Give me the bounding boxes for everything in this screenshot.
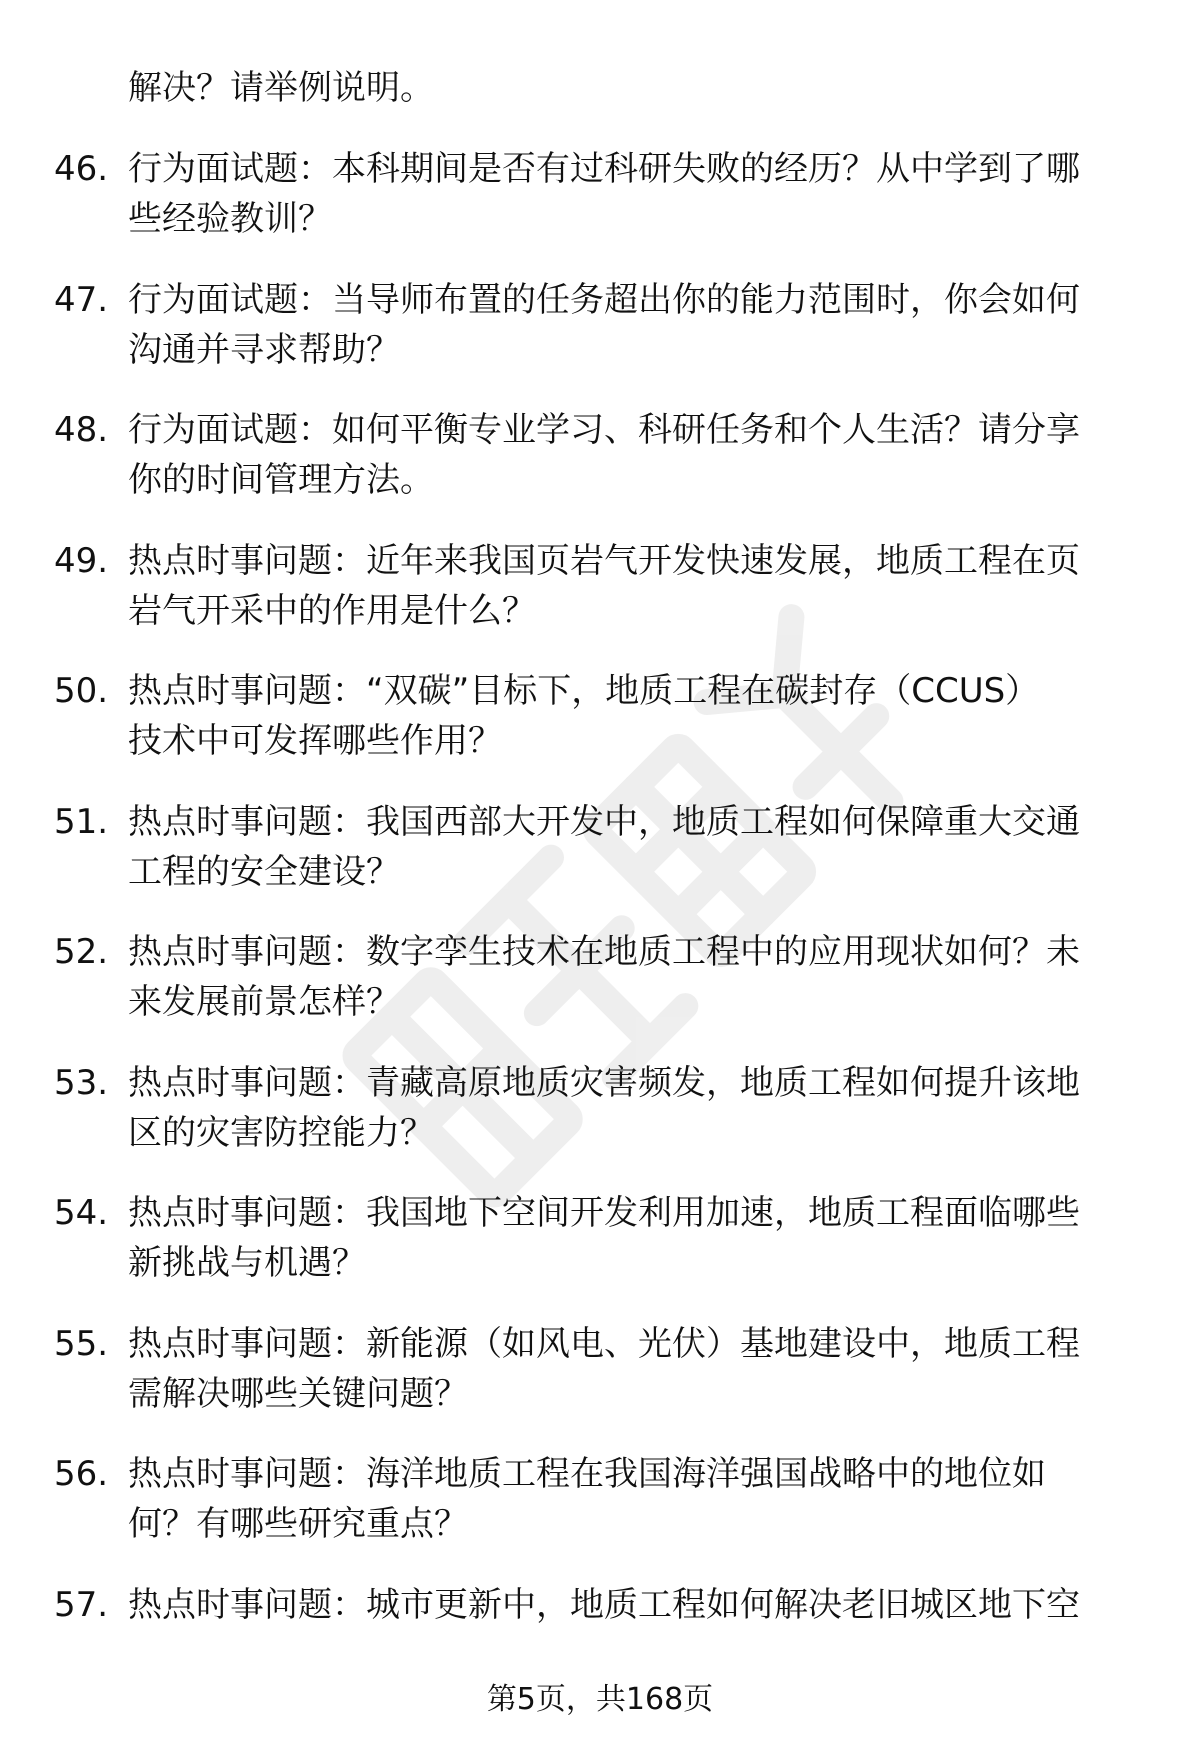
question-number: 54. xyxy=(54,1193,109,1233)
question-number: 57. xyxy=(54,1584,109,1625)
question-line: 何？有哪些研究重点？ xyxy=(128,1504,468,1544)
question-line: 热点时事问题：我国地下空间开发利用加速，地质工程面临哪些 xyxy=(128,1193,1080,1233)
question-text xyxy=(128,1319,1138,1419)
question-line: 区的灾害防控能力？ xyxy=(128,1112,434,1153)
question-text xyxy=(128,1188,1138,1288)
question-line: 岩气开采中的作用是什么？ xyxy=(128,590,536,631)
question-line: 热点时事问题：城市更新中，地质工程如何解决老旧城区地下空 xyxy=(128,1584,1080,1625)
question-line: 来发展前景怎样？ xyxy=(128,982,400,1022)
question-item xyxy=(0,405,1200,536)
question-number: 53. xyxy=(54,1062,109,1103)
question-number: 49. xyxy=(54,540,109,581)
question-text xyxy=(128,405,1138,505)
question-line: 工程的安全建设？ xyxy=(128,851,400,892)
question-line: 需解决哪些关键问题？ xyxy=(128,1373,468,1414)
question-number: 46. xyxy=(54,149,109,189)
question-number: 50. xyxy=(54,671,109,711)
question-line: 些经验教训？ xyxy=(128,199,332,239)
question-line: 热点时事问题：新能源（如风电、光伏）基地建设中，地质工程 xyxy=(128,1323,1080,1364)
question-line: 沟通并寻求帮助？ xyxy=(128,329,400,370)
question-item xyxy=(0,1058,1200,1189)
question-item xyxy=(0,1188,1200,1319)
question-line: 行为面试题：如何平衡专业学习、科研任务和个人生活？请分享 xyxy=(128,410,1080,450)
question-item xyxy=(0,927,1200,1058)
question-line: 热点时事问题：青藏高原地质灾害频发，地质工程如何提升该地 xyxy=(128,1062,1080,1103)
question-item xyxy=(0,1449,1200,1580)
question-text xyxy=(128,1449,1138,1549)
question-text xyxy=(128,927,1138,1027)
question-line: 行为面试题：当导师布置的任务超出你的能力范围时，你会如何 xyxy=(128,279,1080,320)
question-number: 52. xyxy=(54,932,109,972)
question-item xyxy=(0,536,1200,667)
question-number: 55. xyxy=(54,1323,109,1364)
question-line: 热点时事问题：我国西部大开发中，地质工程如何保障重大交通 xyxy=(128,801,1080,842)
question-list xyxy=(0,144,1200,1710)
question-text xyxy=(128,275,1138,375)
question-line: 热点时事问题：海洋地质工程在我国海洋强国战略中的地位如 xyxy=(128,1454,1046,1494)
question-number: 56. xyxy=(54,1454,109,1494)
question-item xyxy=(0,144,1200,275)
question-number: 51. xyxy=(54,801,109,842)
question-line: 行为面试题：本科期间是否有过科研失败的经历？从中学到了哪 xyxy=(128,149,1080,189)
question-item xyxy=(0,797,1200,928)
question-text xyxy=(128,1580,1138,1630)
question-text xyxy=(128,144,1138,244)
question-line: 热点时事问题：数字孪生技术在地质工程中的应用现状如何？未 xyxy=(128,932,1080,972)
question-line: 热点时事问题：“双碳”目标下，地质工程在碳封存（CCUS） xyxy=(128,671,1040,711)
question-text xyxy=(128,797,1138,897)
question-item xyxy=(0,666,1200,797)
question-text xyxy=(128,1058,1138,1158)
question-line: 新挑战与机遇？ xyxy=(128,1243,366,1283)
question-line: 技术中可发挥哪些作用？ xyxy=(128,721,502,761)
question-item xyxy=(0,275,1200,406)
continuation-text: 解决？请举例说明。 xyxy=(128,68,434,108)
question-line: 你的时间管理方法。 xyxy=(128,460,434,500)
question-item xyxy=(0,1319,1200,1450)
page-footer: 第5页，共168页 xyxy=(486,1682,714,1717)
question-text xyxy=(128,666,1138,766)
question-text xyxy=(128,536,1138,636)
question-line: 热点时事问题：近年来我国页岩气开发快速发展，地质工程在页 xyxy=(128,540,1080,581)
question-number: 47. xyxy=(54,279,109,320)
question-number: 48. xyxy=(54,410,109,450)
